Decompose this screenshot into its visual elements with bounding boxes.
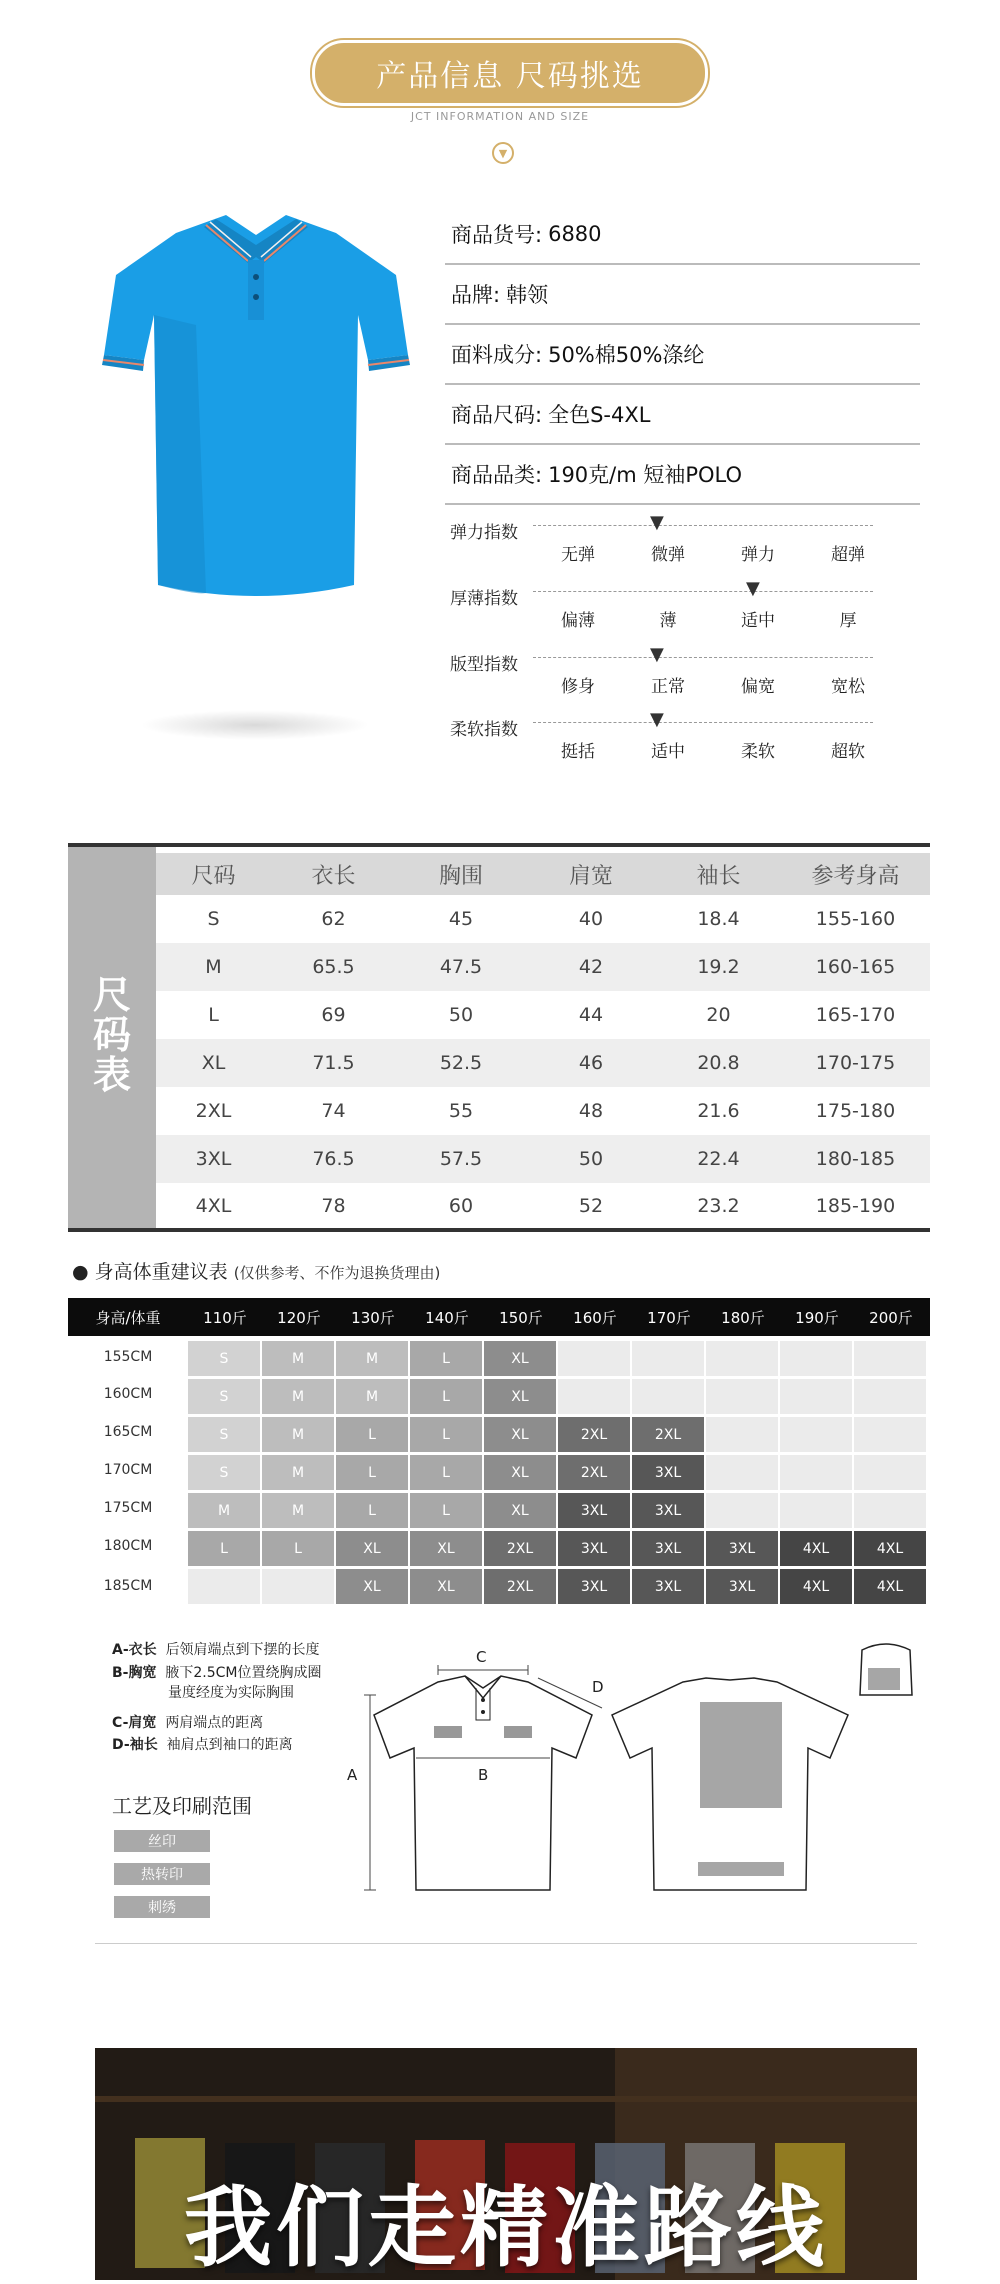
size-cell: M [336, 1379, 408, 1414]
info-row-sku: 商品货号: 6880 [445, 205, 920, 265]
size-cell [558, 1379, 630, 1414]
product-shadow [140, 710, 370, 740]
index-options-fit: 修身 正常 偏宽 宽松 [561, 677, 865, 697]
table-row: 3XL 76.5 57.5 50 22.4 180-185 [156, 1135, 930, 1183]
size-cell: XL [484, 1341, 556, 1376]
size-cell [854, 1379, 926, 1414]
size-cell: L [410, 1493, 482, 1528]
size-table-header: 尺码 衣长 胸围 肩宽 袖长 参考身高 [156, 853, 930, 895]
weight-table-title: ● 身高体重建议表 (仅供参考、不作为退换货理由) [72, 1261, 441, 1283]
size-cell: L [262, 1531, 334, 1566]
size-cell: L [336, 1493, 408, 1528]
size-cell: 3XL [632, 1455, 704, 1490]
diagram-label-b: B [478, 1766, 489, 1784]
size-cell [854, 1341, 926, 1376]
size-cell: 4XL [780, 1569, 852, 1604]
section-subtitle: JCT INFORMATION AND SIZE [410, 110, 590, 123]
size-cell: XL [484, 1379, 556, 1414]
table-row: XL 71.5 52.5 46 20.8 170-175 [156, 1039, 930, 1087]
info-row-fabric: 面料成分: 50%棉50%涤纶 [445, 325, 920, 385]
size-cell [706, 1455, 778, 1490]
height-label: 185CM [103, 1578, 153, 1594]
size-cell: M [262, 1455, 334, 1490]
index-label-thickness: 厚薄指数 [450, 589, 518, 609]
size-cell: 2XL [484, 1569, 556, 1604]
size-cell [780, 1341, 852, 1376]
size-cell: 2XL [484, 1531, 556, 1566]
size-cell [706, 1493, 778, 1528]
size-cell: L [336, 1455, 408, 1490]
size-cell: 4XL [780, 1531, 852, 1566]
info-row-category: 商品品类: 190克/m 短袖POLO [445, 445, 920, 505]
size-table-bottom-border [68, 1228, 930, 1232]
index-line [533, 722, 873, 723]
size-cell [706, 1341, 778, 1376]
size-cell: S [188, 1341, 260, 1376]
index-marker-icon: ▼ [746, 578, 760, 599]
size-cell: 2XL [558, 1455, 630, 1490]
table-row: 4XL 78 60 52 23.2 185-190 [195, 1194, 896, 1217]
index-options-thickness: 偏薄 薄 适中 厚 [561, 611, 857, 631]
craft-item-heat-transfer: 热转印 [114, 1863, 210, 1885]
legend-item: B-胸宽 腋下2.5CM位置绕胸成圈 [112, 1665, 322, 1681]
index-label-elasticity: 弹力指数 [450, 523, 518, 543]
size-cell: XL [484, 1455, 556, 1490]
size-cell: L [410, 1341, 482, 1376]
height-label: 175CM [103, 1500, 153, 1516]
height-label: 165CM [103, 1424, 153, 1440]
size-cell: XL [410, 1531, 482, 1566]
size-cell: L [410, 1455, 482, 1490]
size-cell: XL [336, 1569, 408, 1604]
index-marker-icon: ▼ [650, 512, 664, 533]
legend-item: D-袖长 袖肩点到袖口的距离 [112, 1737, 293, 1753]
table-row: L 69 50 44 20 165-170 [208, 1004, 896, 1026]
size-cell [262, 1569, 334, 1604]
size-cell: XL [484, 1493, 556, 1528]
size-cell [780, 1493, 852, 1528]
size-cell: 3XL [558, 1531, 630, 1566]
size-cell [780, 1379, 852, 1414]
size-cell: 2XL [558, 1417, 630, 1452]
size-cell: 2XL [632, 1417, 704, 1452]
size-cell: 3XL [632, 1493, 704, 1528]
size-cell: 3XL [558, 1493, 630, 1528]
size-cell: M [262, 1379, 334, 1414]
size-cell: 3XL [558, 1569, 630, 1604]
craft-title: 工艺及印刷范围 [112, 1794, 252, 1818]
table-row: 2XL 74 55 48 21.6 175-180 [195, 1100, 896, 1122]
size-cell: L [410, 1379, 482, 1414]
size-cell: 4XL [854, 1569, 926, 1604]
size-cell: S [188, 1379, 260, 1414]
table-row: M 65.5 47.5 42 19.2 160-165 [156, 943, 930, 991]
info-row-size: 商品尺码: 全色S-4XL [445, 385, 920, 445]
size-cell: XL [336, 1531, 408, 1566]
polo-shirt-image [96, 205, 416, 605]
size-cell: M [188, 1493, 260, 1528]
index-marker-icon: ▼ [650, 709, 664, 730]
craft-item-embroidery: 刺绣 [114, 1896, 210, 1918]
size-cell [706, 1417, 778, 1452]
height-label: 180CM [103, 1538, 153, 1554]
size-cell: 3XL [632, 1531, 704, 1566]
index-line [533, 657, 873, 658]
size-cell [854, 1493, 926, 1528]
index-label-fit: 版型指数 [450, 655, 518, 675]
measurement-diagram [330, 1640, 950, 1910]
size-cell [854, 1455, 926, 1490]
table-row: S 62 45 40 18.4 155-160 [207, 908, 896, 930]
size-cell [854, 1417, 926, 1452]
size-table-side-label: 尺 码 表 [92, 973, 131, 1097]
weight-table-header: 身高/体重 110斤 120斤 130斤 140斤 150斤 160斤 170斤 180斤 190斤 200斤 [68, 1298, 930, 1336]
size-cell: 3XL [706, 1531, 778, 1566]
diagram-label-d: D [592, 1678, 604, 1696]
size-cell [780, 1417, 852, 1452]
size-cell [188, 1569, 260, 1604]
legend-item: A-衣长 后领肩端点到下摆的长度 [112, 1642, 320, 1658]
index-options-elasticity: 无弹 微弹 弹力 超弹 [561, 545, 865, 565]
diagram-label-c: C [476, 1648, 487, 1666]
size-cell: L [188, 1531, 260, 1566]
legend-item: C-肩宽 两肩端点的距离 [112, 1715, 264, 1731]
size-cell [780, 1455, 852, 1490]
size-cell: M [262, 1341, 334, 1376]
size-cell [558, 1341, 630, 1376]
info-row-brand: 品牌: 韩领 [445, 265, 920, 325]
index-label-softness: 柔软指数 [450, 720, 518, 740]
height-label: 160CM [103, 1386, 153, 1402]
section-title [312, 40, 708, 106]
banner-slogan: 我们走精准路线 [183, 2175, 828, 2279]
size-cell: S [188, 1417, 260, 1452]
height-label: 170CM [103, 1462, 153, 1478]
size-cell: M [336, 1341, 408, 1376]
section-divider [95, 1943, 917, 1944]
index-line [533, 525, 873, 526]
size-cell: 3XL [706, 1569, 778, 1604]
size-cell [706, 1379, 778, 1414]
measure-legend [112, 1640, 322, 1755]
size-cell: S [188, 1455, 260, 1490]
section-title-text: 产品信息 尺码挑选 [376, 59, 644, 94]
size-table-top-border [68, 843, 930, 847]
index-options-softness: 挺括 适中 柔软 超软 [561, 742, 865, 762]
size-cell: M [262, 1493, 334, 1528]
size-cell: M [262, 1417, 334, 1452]
size-cell: 4XL [854, 1531, 926, 1566]
size-cell: 3XL [632, 1569, 704, 1604]
size-cell [632, 1379, 704, 1414]
chevron-down-icon: ▼ [492, 142, 514, 164]
diagram-label-a: A [347, 1766, 358, 1784]
index-marker-icon: ▼ [650, 644, 664, 665]
height-label: 155CM [103, 1349, 153, 1365]
size-cell: L [410, 1417, 482, 1452]
size-cell [632, 1341, 704, 1376]
craft-item-screen-print: 丝印 [114, 1830, 210, 1852]
legend-item: 量度经度为实际胸围 [168, 1685, 294, 1701]
size-cell: XL [410, 1569, 482, 1604]
size-cell: XL [484, 1417, 556, 1452]
index-line [533, 591, 873, 592]
size-cell: L [336, 1417, 408, 1452]
